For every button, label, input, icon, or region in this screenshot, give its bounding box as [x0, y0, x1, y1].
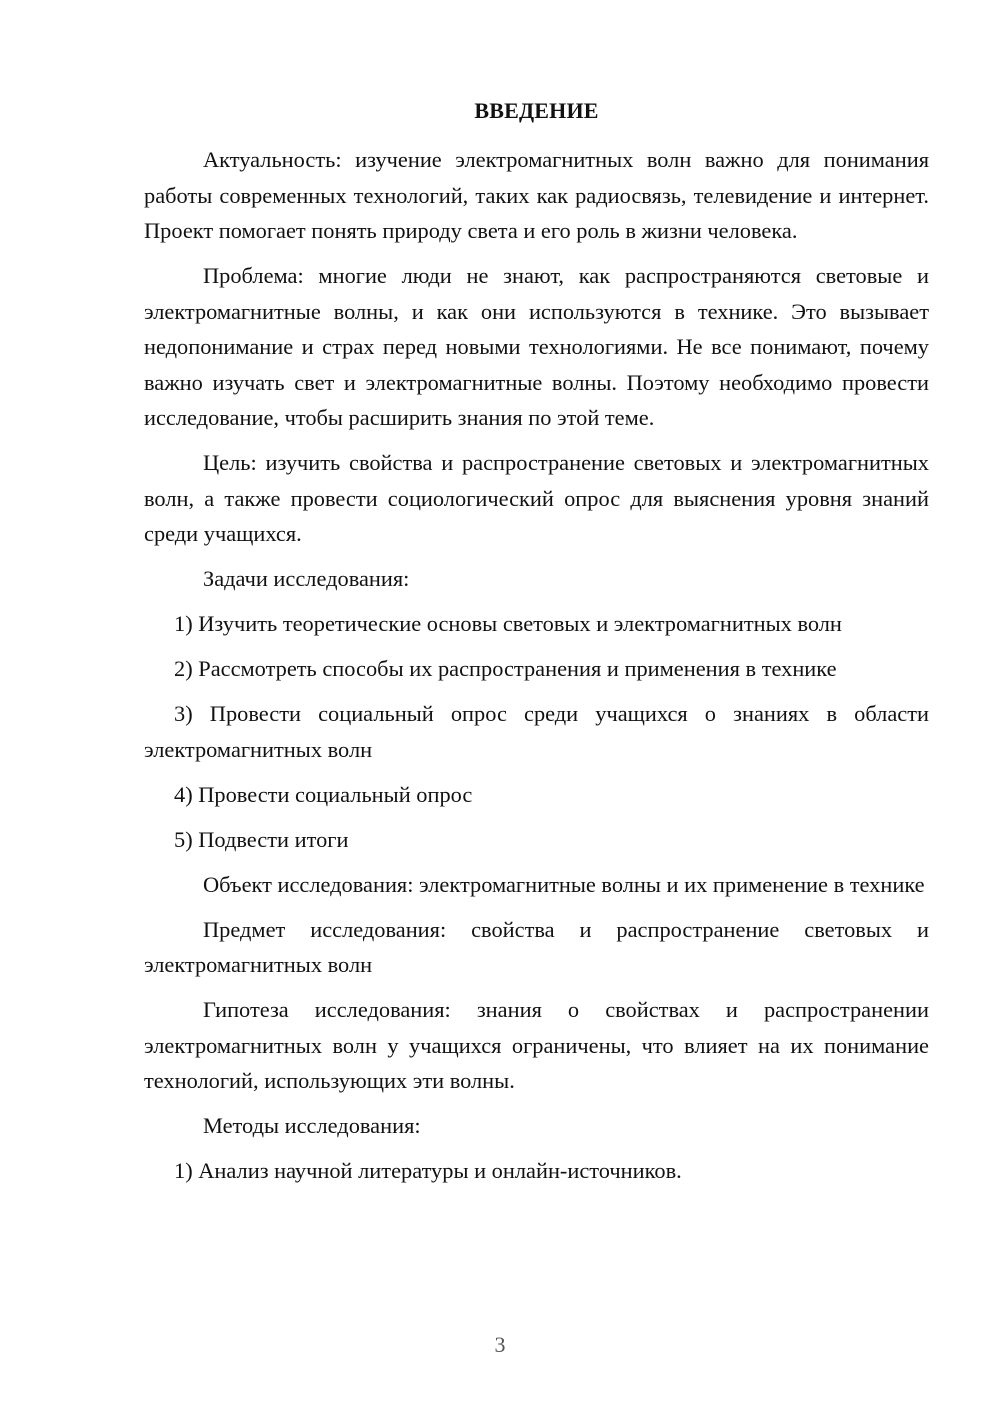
task-item: 2) Рассмотреть способы их распространения и применения в технике	[174, 656, 837, 681]
relevance-paragraph: Актуальность: изучение электромагнитных волн важно для понимания работы современных технологий, таких как радиосвязь, телевидение и интернет. Проект помогает понять природу света и его роль в жизни человека.	[144, 147, 929, 243]
object-paragraph: Объект исследования: электромагнитные волны и их применение в технике	[203, 871, 925, 897]
document-body	[144, 142, 929, 1189]
task-item: 1) Изучить теоретические основы световых и электромагнитных волн	[174, 611, 842, 636]
page-number: 3	[494, 1332, 506, 1357]
task-item: 4) Провести социальный опрос	[174, 781, 473, 807]
task-item: 5) Подвести итоги	[174, 826, 349, 852]
goal-paragraph: Цель: изучить свойства и распространение световых и электромагнитных волн, а также провести социологический опрос для выяснения уровня знаний среди учащихся.	[144, 450, 929, 546]
subject-paragraph: Предмет исследования: свойства и распространение световых и электромагнитных волн	[144, 916, 929, 977]
hypothesis-paragraph: Гипотеза исследования: знания о свойствах и распространении электромагнитных волн у учащихся ограничены, что влияет на их понимание технологий, использующих эти волны.	[144, 997, 929, 1093]
page-title: ВВЕДЕНИЕ	[474, 98, 599, 123]
tasks-heading: Задачи исследования:	[203, 566, 410, 591]
problem-paragraph: Проблема: многие люди не знают, как распространяются световые и электромагнитные волны, и как они используются в технике. Это вызывает недопонимание и страх перед новыми технологиями. Не все понимают, почему важно изучать свет и электромагнитные волны. Поэтому необходимо провести исследование, чтобы расширить знания по этой теме.	[144, 263, 929, 430]
method-item: 1) Анализ научной литературы и онлайн-источников.	[174, 1158, 682, 1183]
methods-heading: Методы исследования:	[203, 1113, 421, 1138]
task-item: 3) Провести социальный опрос среди учащихся о знаниях в области электромагнитных волн	[144, 701, 929, 762]
